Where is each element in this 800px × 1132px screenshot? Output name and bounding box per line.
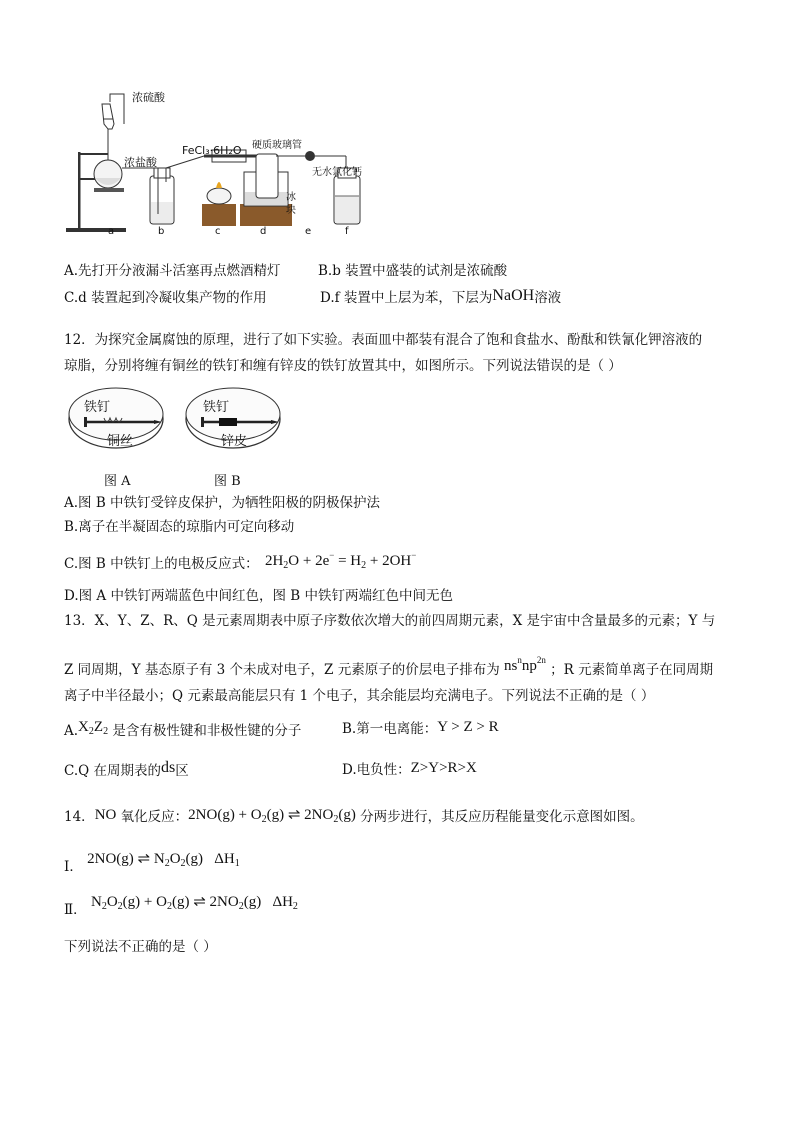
q14-step2-equation: $N_2O_2(g) + O_2(g)$ ⇌ $2NO_2(g)$ $\Delta H_2$ — [90, 894, 298, 912]
q13-stem-2 — [64, 651, 713, 679]
q12-option-c-pre: C.图 B 中铁钉上的电极反应式： — [64, 556, 259, 572]
figure-a-nail-label: 铁钉 — [84, 400, 111, 415]
q13-config-formula: $ns^nnp^{2n}$ — [504, 655, 546, 674]
q12-stem-2: 琼脂，分别将缠有铜丝的铁钉和缠有锌皮的铁钉放置其中，如图所示。下列说法错误的是（ ） — [64, 358, 622, 374]
q13-option-b — [342, 718, 499, 738]
q12-option-d: D.图 A 中铁钉两端蓝色中间红色，图 B 中铁钉两端红色中间无色 — [64, 588, 453, 604]
q14-step-1 — [64, 850, 240, 873]
q12-option-a: A.图 B 中铁钉受锌皮保护，为牺牲阳极的阴极保护法 — [64, 495, 381, 511]
q12-electrode-equation: $2H_2O + 2e^- = H_2 + 2OH^-$ — [264, 550, 417, 571]
q14-step-2 — [64, 893, 298, 916]
q13-option-d-pre: D.电负性： — [342, 762, 411, 778]
q13-option-a-post: 是含有极性键和非极性键的分子 — [112, 723, 302, 739]
q13-ionization-order: Y > Z > R — [437, 719, 499, 735]
label-fecl3: FeCl₃·6H₂O — [182, 144, 242, 157]
figure-b-caption: 图 B — [214, 474, 241, 489]
q14-step2-label: Ⅱ． — [64, 902, 87, 918]
letter-d: d — [260, 226, 267, 237]
q14-stem-post: 分两步进行，其反应历程能量变化示意图如图。 — [360, 809, 644, 825]
q13-option-a-pre: A. — [64, 723, 79, 739]
q13-option-c-pre: C.Q 在周期表的 — [64, 763, 161, 779]
label-anhydrous-cacl2: 无水氯化钙 — [312, 167, 362, 178]
q13-stem-3: 离子中半径最小；Q 元素最高能层只有 1 个电子，其余能层均充满电子。下列说法不正确的是（ ） — [64, 688, 655, 704]
figure-b-nail-label: 铁钉 — [203, 400, 230, 415]
q14-stem — [64, 806, 644, 829]
q14-no: NO — [94, 807, 117, 823]
q13-option-a — [64, 718, 301, 741]
q14-overall-equation: $2NO(g) + O_2(g)$ ⇌ $2NO_2(g)$ — [188, 807, 356, 825]
label-hard-glass-tube: 硬质玻璃管 — [252, 140, 302, 151]
q13-electroneg-order: Z>Y>R>X — [410, 760, 477, 776]
q11-option-d — [320, 287, 561, 307]
q14-number: 14． — [64, 809, 95, 825]
letter-e: e — [305, 226, 312, 237]
q13-option-c — [64, 759, 189, 780]
q12-option-c — [64, 546, 416, 575]
q12-stem-1: 12．为探究金属腐蚀的原理，进行了如下实验。表面皿中都装有混合了饱和食盐水、酚酞和铁氰化钾溶液的 — [64, 332, 703, 348]
letter-c: c — [215, 226, 221, 237]
letter-a: a — [108, 226, 115, 237]
figure-a-wire-label: 铜丝 — [107, 434, 134, 449]
q14-question: 下列说法不正确的是（ ） — [64, 939, 217, 955]
label-conc-hcl: 浓盐酸 — [124, 156, 157, 169]
q11-option-c: C.d 装置起到冷凝收集产物的作用 — [64, 290, 267, 306]
letter-b: b — [158, 226, 165, 237]
q13-stem-2b: ；R 元素简单离子在同周期 — [550, 662, 714, 678]
label-ice-2: 块 — [286, 205, 296, 216]
q14-step1-equation: 2NO(g) ⇌ $N_2O_2(g)$ $\Delta H_1$ — [87, 851, 240, 869]
q11-option-d-post: 溶液 — [534, 290, 562, 306]
q13-stem-1: 13．X、Y、Z、R、Q 是元素周期表中原子序数依次增大的前四周期元素，X 是宇宙中含量最多的元素；Y 与 — [64, 613, 716, 629]
label-ice-1: 冰 — [286, 192, 296, 203]
q14-stem-mid: 氧化反应： — [120, 809, 189, 825]
q14-step1-label: Ⅰ． — [64, 859, 83, 875]
q11-option-d-pre: D.f 装置中上层为苯，下层为 — [320, 290, 493, 306]
label-conc-h2so4: 浓硫酸 — [132, 91, 165, 104]
q11-naoh: NaOH — [492, 287, 535, 304]
q11-option-a: A.先打开分液漏斗活塞再点燃酒精灯 — [64, 263, 281, 279]
q12-option-b: B.离子在半凝固态的琼脂内可定向移动 — [64, 519, 295, 535]
q13-stem-2a: Z 同周期，Y 基态原子有 3 个未成对电子，Z 元素原子的价层电子排布为 — [64, 662, 500, 678]
q13-option-c-post: 区 — [175, 763, 189, 779]
figure-b-wire-label: 锌皮 — [221, 434, 248, 449]
q13-x2z2: $X_2Z_2$ — [78, 719, 109, 737]
q13-option-d — [342, 759, 477, 779]
q13-option-b-pre: B.第一电离能： — [342, 721, 438, 737]
q11-option-b: B.b 装置中盛装的试剂是浓硫酸 — [318, 263, 508, 279]
q13-ds-block: ds — [161, 759, 176, 776]
figure-a-caption: 图 A — [104, 474, 131, 489]
letter-f: f — [345, 226, 349, 237]
